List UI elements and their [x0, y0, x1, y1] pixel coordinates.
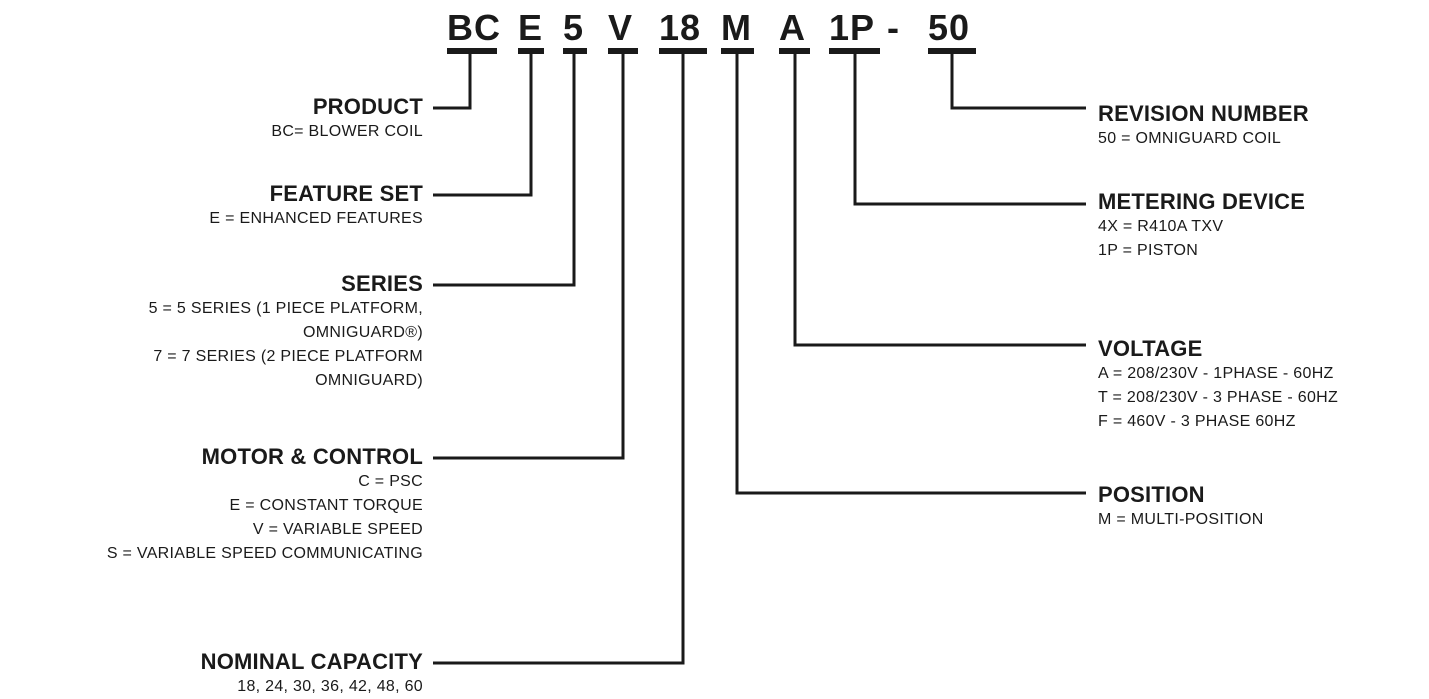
connector-feature-set	[433, 54, 531, 195]
code-underline-a	[779, 48, 810, 54]
motor-control-title: MOTOR & CONTROL	[201, 444, 423, 469]
label-nominal-capacity	[0, 649, 423, 699]
code-underline-m	[721, 48, 754, 54]
label-revision-number	[1098, 101, 1429, 151]
code-underline-v	[608, 48, 638, 54]
code-underline-1p	[829, 48, 880, 54]
metering-device-line: 4X = R410A TXV	[1098, 218, 1224, 235]
product-line: BC= BLOWER COIL	[271, 123, 423, 140]
series-line: 5 = 5 SERIES (1 PIECE PLATFORM,	[148, 300, 423, 317]
label-feature-set	[0, 181, 423, 231]
product-title: PRODUCT	[312, 94, 423, 119]
series-line: 7 = 7 SERIES (2 PIECE PLATFORM	[153, 348, 423, 365]
voltage-line: F = 460V - 3 PHASE 60HZ	[1098, 413, 1296, 430]
connector-series	[433, 54, 574, 285]
code-segment-v: V	[608, 7, 634, 48]
connector-revision-number	[952, 54, 1086, 108]
metering-device-line: 1P = PISTON	[1098, 242, 1199, 259]
code-underline-bc	[447, 48, 497, 54]
code-underline-18	[659, 48, 707, 54]
motor-control-line: E = CONSTANT TORQUE	[229, 497, 423, 514]
connector-metering-device	[855, 54, 1086, 204]
connector-voltage	[795, 54, 1086, 345]
voltage-line: T = 208/230V - 3 PHASE - 60HZ	[1098, 389, 1339, 406]
code-segment-e: E	[518, 7, 544, 48]
code-underline-50	[928, 48, 976, 54]
voltage-line: A = 208/230V - 1PHASE - 60HZ	[1098, 365, 1334, 382]
label-metering-device	[1098, 189, 1429, 263]
feature-set-title: FEATURE SET	[269, 181, 423, 206]
motor-control-line: V = VARIABLE SPEED	[252, 521, 423, 538]
code-segment-18: 18	[659, 7, 702, 48]
label-product	[0, 94, 423, 144]
code-segment-50: 50	[928, 7, 971, 48]
metering-device-title: METERING DEVICE	[1098, 189, 1306, 214]
position-line: M = MULTI-POSITION	[1098, 511, 1264, 528]
connector-position	[737, 54, 1086, 493]
code-segment-bc: BC	[447, 7, 501, 48]
label-voltage	[1098, 336, 1429, 434]
label-series	[0, 271, 423, 393]
connector-nominal-capacity	[433, 54, 683, 663]
position-title: POSITION	[1098, 482, 1205, 507]
series-title: SERIES	[341, 271, 423, 296]
motor-control-line: S = VARIABLE SPEED COMMUNICATING	[106, 545, 423, 562]
code-underline-e	[518, 48, 544, 54]
feature-set-line: E = ENHANCED FEATURES	[209, 210, 423, 227]
voltage-title: VOLTAGE	[1098, 336, 1203, 361]
code-segment-a: A	[779, 7, 806, 48]
revision-number-title: REVISION NUMBER	[1098, 101, 1309, 126]
series-line: OMNIGUARD)	[315, 372, 423, 389]
series-line: OMNIGUARD®)	[303, 324, 423, 341]
code-segment-dash: -	[887, 7, 900, 48]
code-segment-m: M	[721, 7, 752, 48]
code-underline-5	[563, 48, 587, 54]
revision-number-line: 50 = OMNIGUARD COIL	[1098, 130, 1282, 147]
nominal-capacity-title: NOMINAL CAPACITY	[200, 649, 423, 674]
code-segment-5: 5	[563, 7, 585, 48]
label-motor-control	[0, 444, 423, 566]
motor-control-line: C = PSC	[358, 473, 423, 490]
nominal-capacity-line: 18, 24, 30, 36, 42, 48, 60	[237, 678, 423, 695]
label-position	[1098, 482, 1429, 532]
connector-motor-control	[433, 54, 623, 458]
connector-product	[433, 54, 470, 108]
code-segment-1p: 1P	[829, 7, 876, 48]
